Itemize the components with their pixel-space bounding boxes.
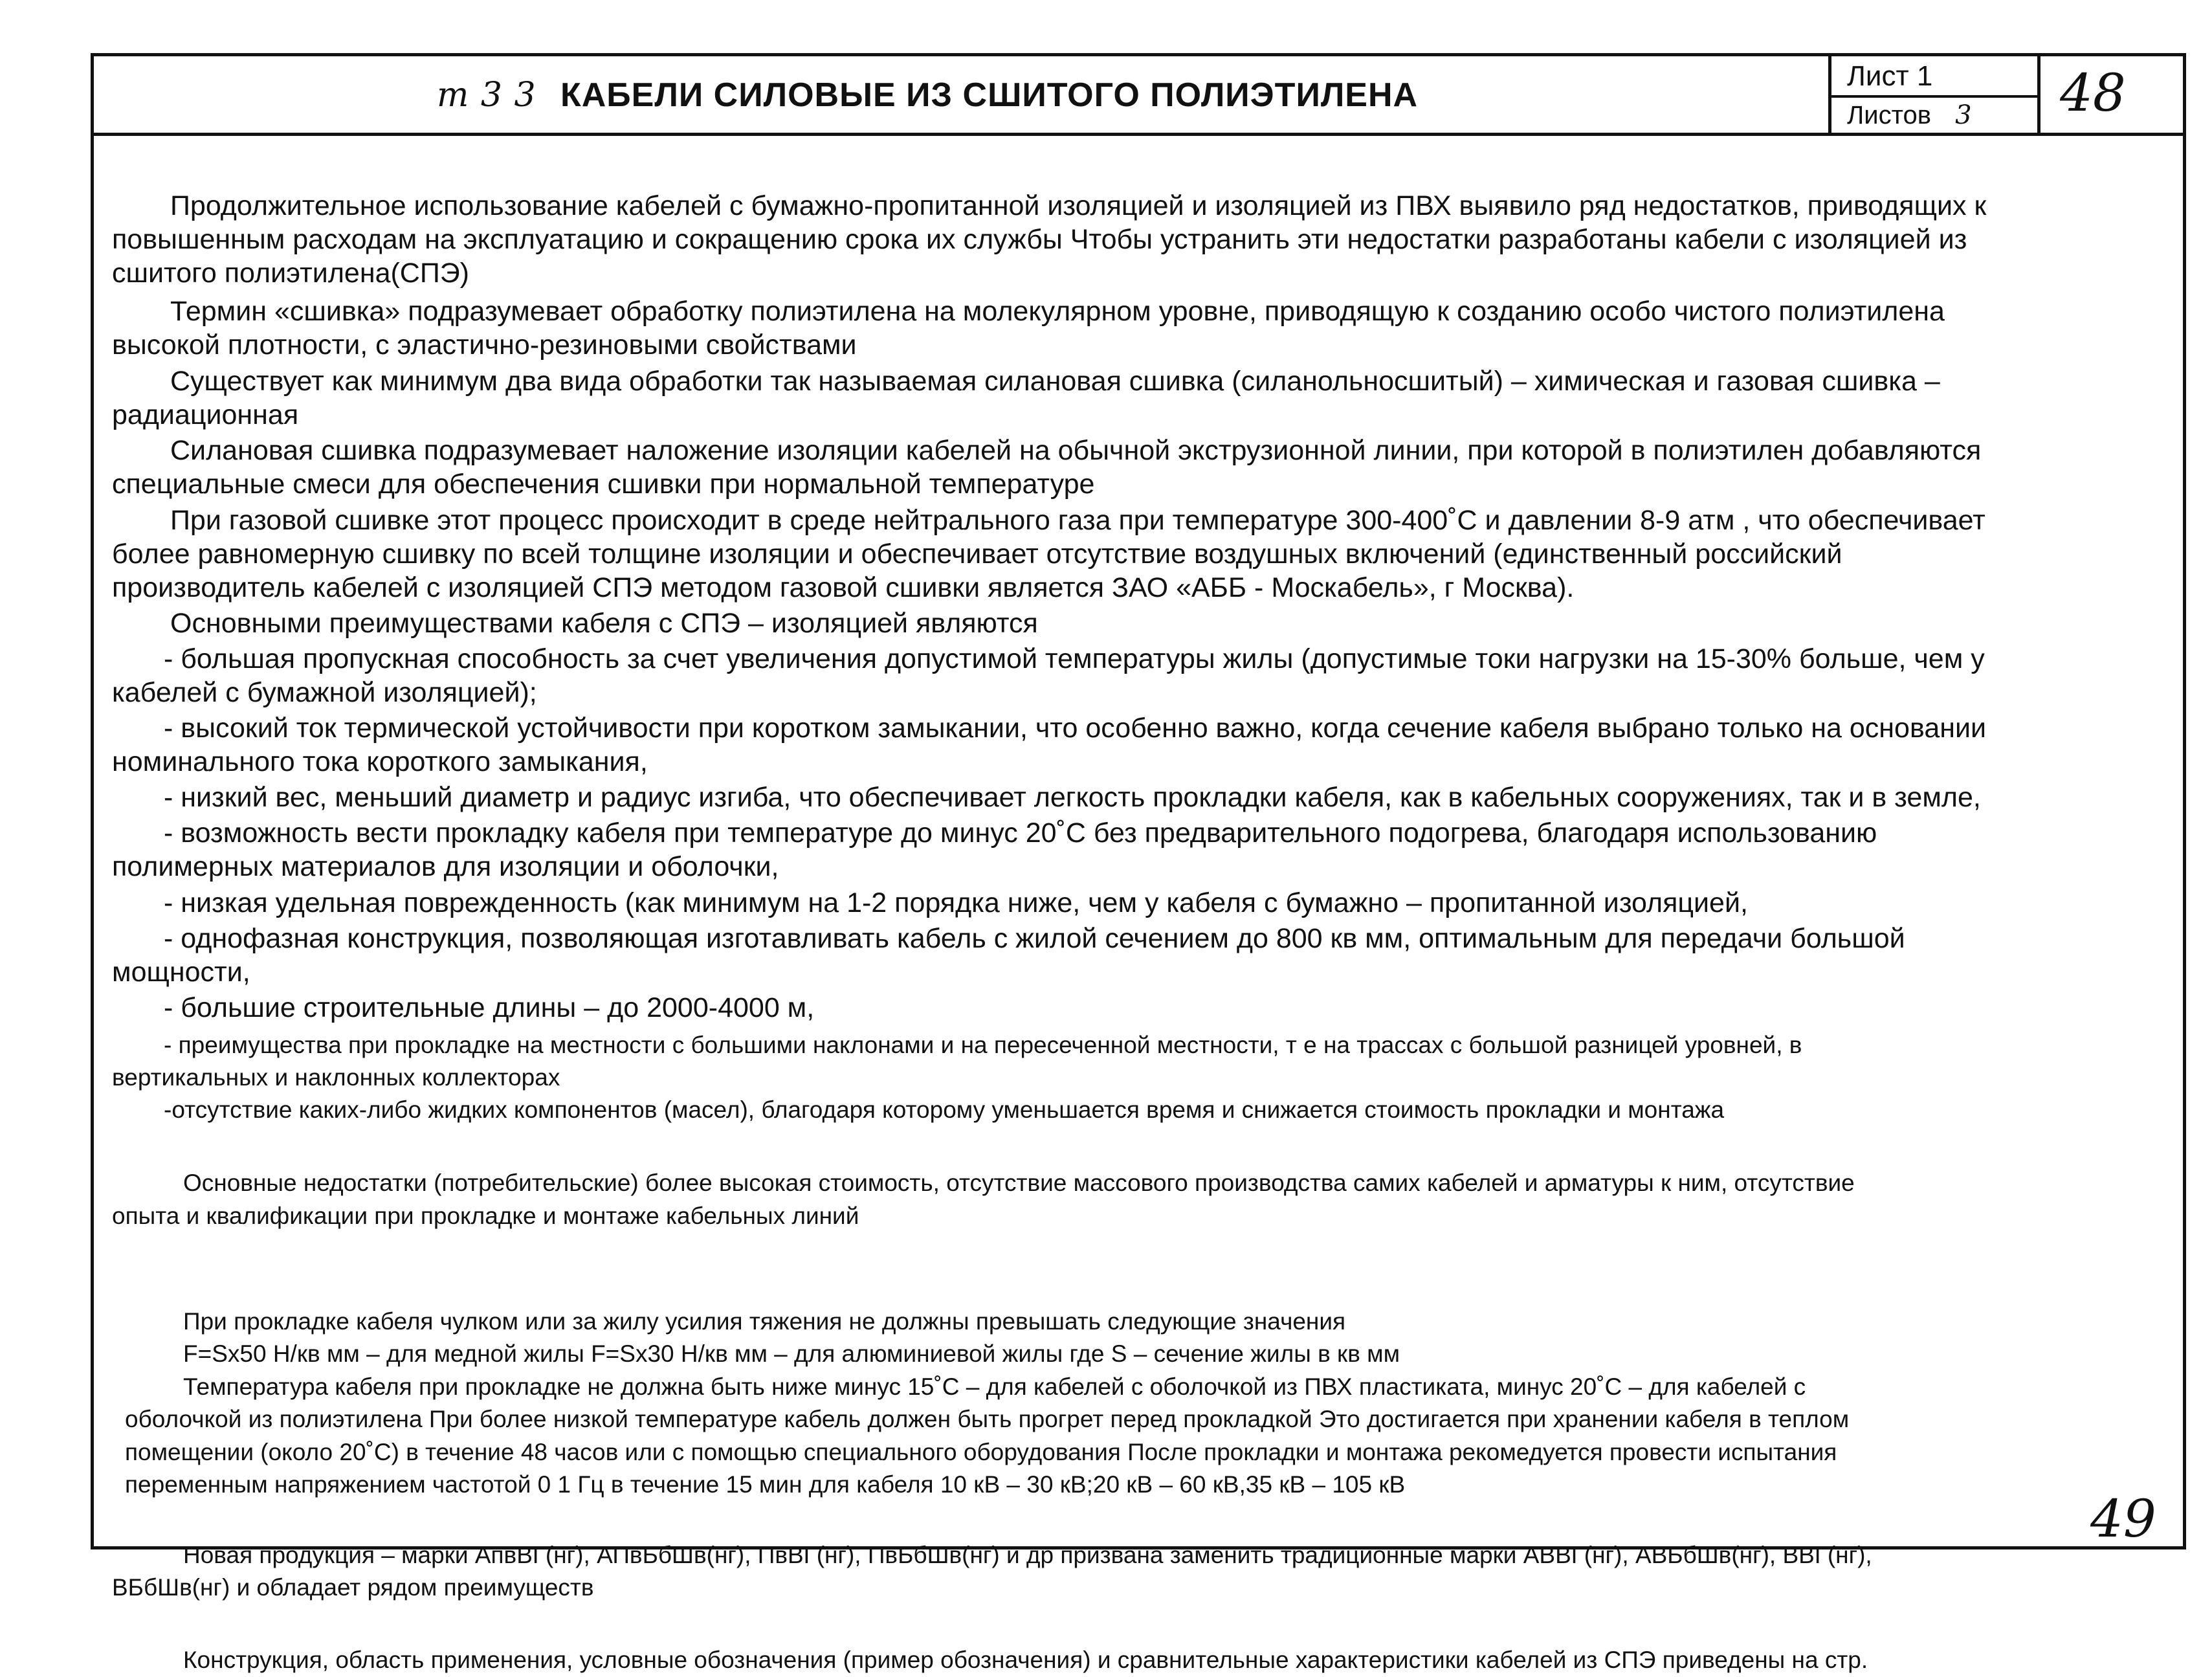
page-title (437, 76, 1418, 115)
text-line: - большие строительные длины – до 2000-4000 м, (164, 992, 815, 1023)
text-line: При газовой сшивке этот процесс происходит в среде нейтрального газа при температуре 300-400˚С и давлении 8-9 атм , что обеспечивает (170, 505, 1985, 536)
text-line: оболочкой из полиэтилена При более низкой температуре кабель должен быть прогрет перед прокладкой Это достигается при хранении кабеля в теплом (125, 1406, 1850, 1432)
text-line: Температура кабеля при прокладке не должна быть ниже минус 15˚С – для кабелей с оболочкой из ПВХ пластиката, минус 20˚С – для кабелей с (183, 1373, 1806, 1400)
text-line: Новая продукция – марки АпвВГ(нг), АПвБбШв(нг), ПвВГ(нг), ПвБбШв(нг) и др призвана заменить традиционные марки АВВГ(нг), АВБбШв(нг), ВВГ(нг), (183, 1542, 1872, 1568)
reference-page-number: 49 (2090, 1489, 2156, 1549)
text-line: номинального тока короткого замыкания, (112, 746, 648, 777)
text-line: кабелей с бумажной изоляцией); (112, 677, 537, 708)
text-line: ВБбШв(нг) и обладает рядом преимуществ (112, 1574, 594, 1601)
header (94, 56, 2183, 136)
text-line: специальные смеси для обеспечения сшивки при нормальной температуре (112, 469, 1095, 500)
text-line: Продолжительное использование кабелей с бумажно-пропитанной изоляцией и изоляцией из ПВХ выявило ряд недостатков, приводящих к (170, 190, 1987, 221)
title-text: КАБЕЛИ СИЛОВЫЕ ИЗ СШИТОГО ПОЛИЭТИЛЕНА (560, 76, 1419, 114)
text-line: радиационная (112, 399, 299, 430)
text-line: помещении (около 20˚С) в течение 48 часов или с помощью специального оборудования После прокладки и монтажа рекомедуется провести испытания (125, 1439, 1837, 1465)
text-line: опыта и квалификации при прокладке и монтаже кабельных линий (112, 1203, 859, 1229)
sheets-label: Листов (1847, 101, 1931, 129)
text-line: переменным напряжением частотой 0 1 Гц в течение 15 мин для кабеля 10 кВ – 30 кВ;20 кВ – 60 кВ,35 кВ – 105 кВ (125, 1471, 1406, 1498)
text-line: Термин «сшивка» подразумевает обработку полиэтилена на молекулярном уровне, приводящую к созданию особо чистого полиэтилена (170, 296, 1945, 327)
text-line: - низкий вес, меньший диаметр и радиус изгиба, что обеспечивает легкость прокладки кабеля, как в кабельных сооружениях, так и в земле, (164, 782, 1981, 813)
text-line: -отсутствие каких-либо жидких компонентов (масел), благодаря которому уменьшается время и снижается стоимость прокладки и монтажа (164, 1096, 1725, 1123)
text-line: Силановая сшивка подразумевает наложение изоляции кабелей на обычной экструзионной линии, при которой в полиэтилен добавляются (170, 435, 1982, 466)
sheet-label: Лист 1 (1831, 56, 2037, 98)
text-line: F=Sx50 Н/кв мм – для медной жилы F=Sx30 Н/кв мм – для алюминиевой жилы где S – сечение жилы в кв мм (183, 1340, 1400, 1367)
text-line: - однофазная конструкция, позволяющая изготавливать кабель с жилой сечением до 800 кв мм, оптимальным для передачи большой (164, 923, 1905, 954)
text-line: Существует как минимум два вида обработки так называемая силановая сшивка (силанольносшитый) – химическая и газовая сшивка – (170, 366, 1940, 397)
sheets-row (1831, 98, 2053, 133)
sheets-value: 3 (1955, 100, 1972, 130)
text-line: производитель кабелей с изоляцией СПЭ методом газовой сшивки является ЗАО «АББ - Москабель», г Москва). (112, 572, 1575, 603)
text-line: - большая пропускная способность за счет увеличения допустимой температуры жилы (допустимые токи нагрузки на 15-30% больше, чем у (164, 643, 1985, 674)
text-line: Конструкция, область применения, условные обозначения (пример обозначения) и сравнительные характеристики кабелей из СПЭ приведены на стр. (183, 1647, 1868, 1673)
text-line: сшитого полиэтилена(СПЭ) (112, 258, 469, 289)
text-line: Основные недостатки (потребительские) более высокая стоимость, отсутствие массового производства самих кабелей и арматуры к ним, отсутствие (183, 1170, 1855, 1196)
section-mark: т 3 3 (437, 76, 536, 115)
text-line: - преимущества при прокладке на местности с большими наклонами и на пересеченной местности, т е на трассах с большой разницей уровней, в (164, 1032, 1802, 1058)
text-line: При прокладке кабеля чулком или за жилу усилия тяжения не должны превышать следующие значения (183, 1308, 1346, 1335)
text-line: - возможность вести прокладку кабеля при температуре до минус 20˚С без предварительного подогрева, благодаря использованию (164, 817, 1877, 849)
text-line: полимерных материалов для изоляции и оболочки, (112, 851, 779, 882)
text-line: - высокий ток термической устойчивости при коротком замыкании, что особенно важно, когда сечение кабеля выбрано только на основании (164, 713, 1987, 744)
text-line: высокой плотности, с эластично-резиновыми свойствами (112, 329, 857, 361)
text-line: Основными преимуществами кабеля с СПЭ – изоляцией являются (170, 608, 1038, 639)
text-line: - низкая удельная поврежденность (как минимум на 1-2 порядка ниже, чем у кабеля с бумажно – пропитанной изоляцией, (164, 887, 1748, 918)
text-line: повышенным расходам на эксплуатацию и сокращению срока их службы Чтобы устранить эти недостатки разработаны кабели с изоляцией из (112, 224, 1967, 255)
sheet-info-box (1828, 56, 2041, 133)
text-line: мощности, (112, 957, 250, 988)
text-line: более равномерную сшивку по всей толщине изоляции и обеспечивает отсутствие воздушных включений (единственный российский (112, 539, 1842, 570)
text-line: вертикальных и наклонных коллекторах (112, 1064, 560, 1091)
document-sheet (91, 53, 2186, 1673)
page-number: 48 (2060, 63, 2126, 123)
